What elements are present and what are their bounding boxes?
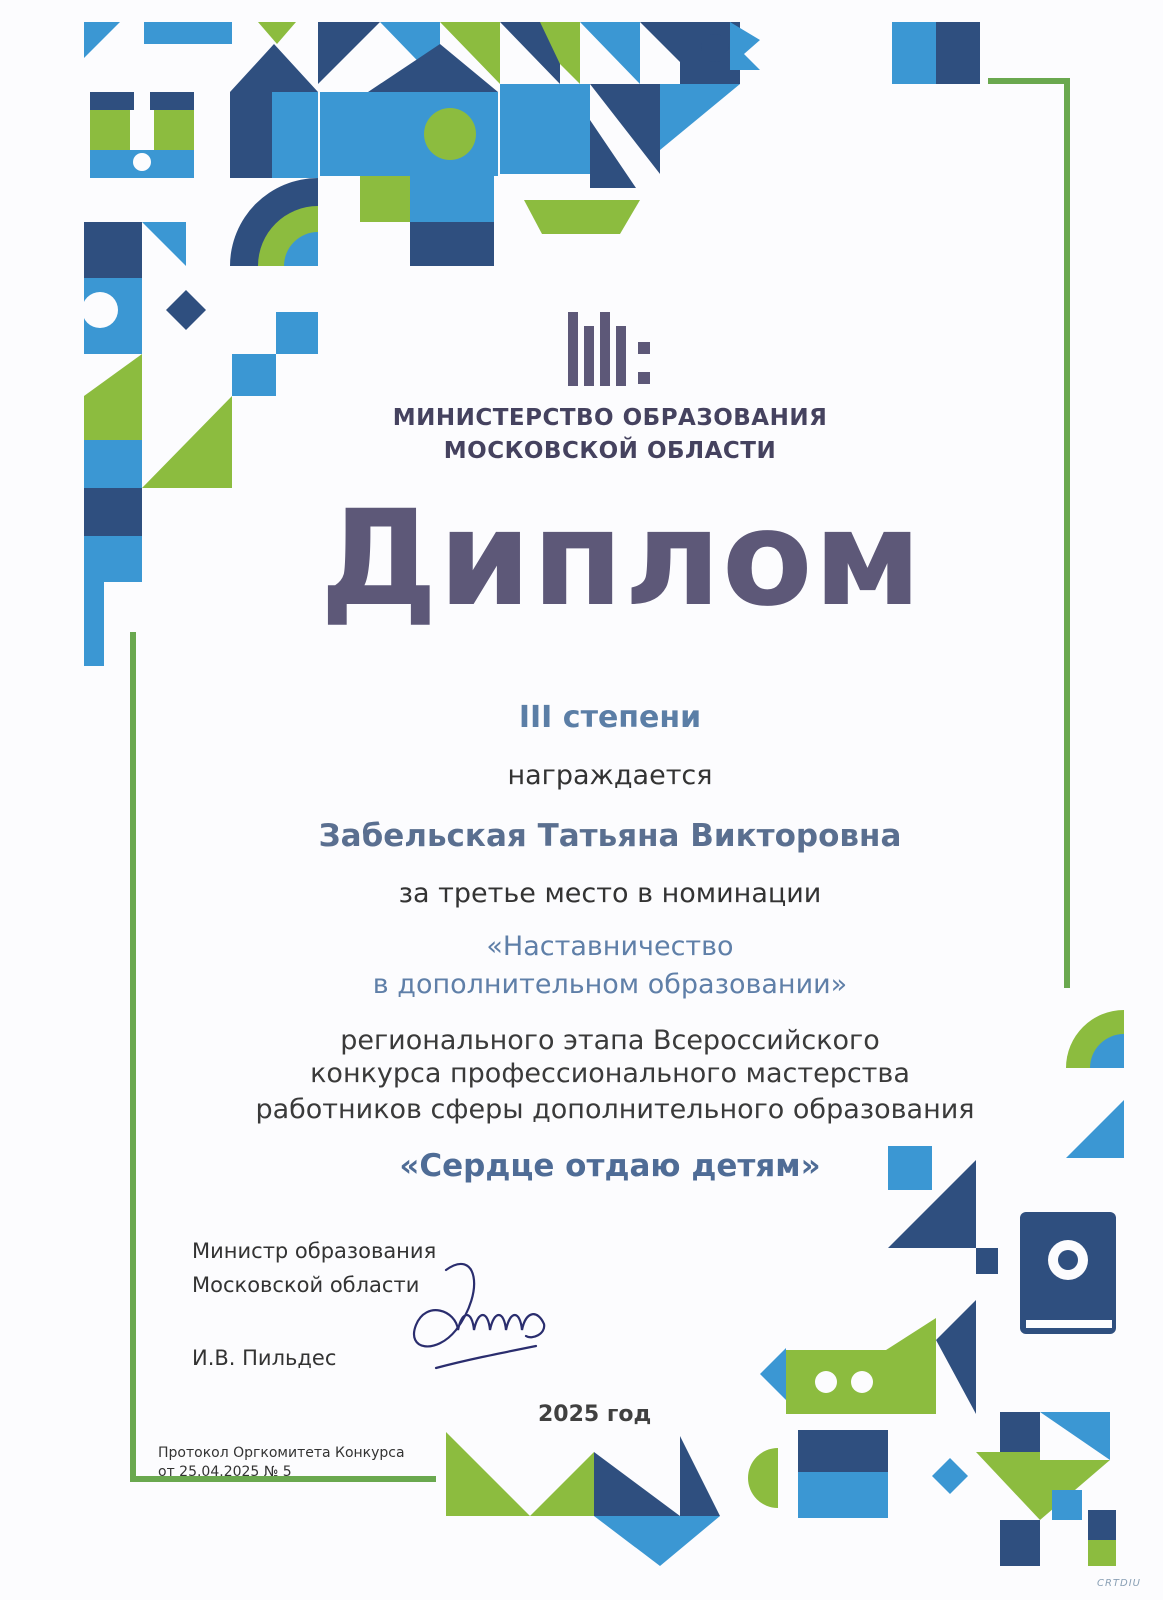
- contest-name: «Сердце отдаю детям»: [399, 1148, 821, 1184]
- watermark: CRTDIU: [1096, 1578, 1141, 1589]
- ministry-name: [300, 402, 920, 468]
- signer-name: И.В. Пильдес: [192, 1346, 337, 1370]
- contest-line-1: регионального этапа Всероссийского: [340, 1025, 880, 1056]
- protocol-note: [158, 1444, 405, 1482]
- handwritten-signature: [396, 1250, 566, 1390]
- protocol-line-1: Протокол Оргкомитета Конкурса: [158, 1445, 405, 1461]
- for-label: за третье место в номинации: [398, 878, 822, 909]
- contest-line-2: конкурса профессионального мастерства: [310, 1058, 910, 1089]
- nomination-line-1: «Наставничество: [486, 931, 734, 962]
- protocol-line-2: от 25.04.2025 № 5: [158, 1464, 292, 1480]
- recipient-name: Забельская Татьяна Викторовна: [318, 818, 902, 854]
- ministry-line-2: МОСКОВСКОЙ ОБЛАСТИ: [443, 438, 777, 464]
- diploma-year: 2025 год: [538, 1402, 652, 1427]
- signatory-position-line-1: Министр образования: [192, 1239, 437, 1263]
- signatory-position-line-2: Московской области: [192, 1273, 420, 1297]
- ministry-line-1: МИНИСТЕРСТВО ОБРАЗОВАНИЯ: [392, 405, 828, 431]
- contest-line-3: работников сферы дополнительного образования: [255, 1094, 975, 1125]
- awarded-label: награждается: [507, 760, 713, 791]
- diploma-degree: III степени: [518, 700, 702, 735]
- nomination-line-2: в дополнительном образовании»: [372, 969, 848, 1000]
- ministry-logo-icon: [566, 308, 666, 388]
- nomination: [200, 928, 1020, 1004]
- diploma-title: Диплом: [320, 482, 923, 636]
